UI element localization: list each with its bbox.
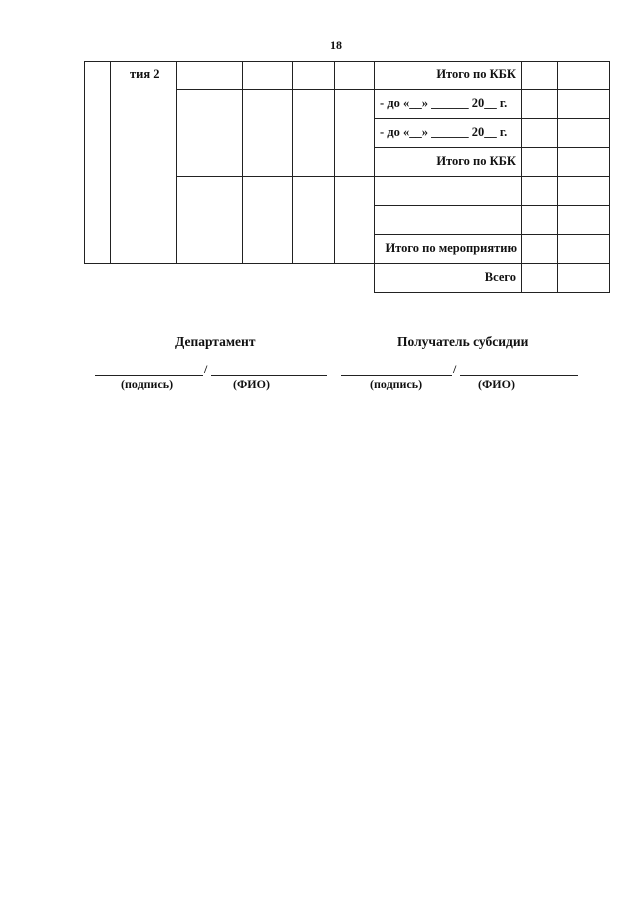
table-right-border xyxy=(609,61,610,293)
table-col-divider xyxy=(292,61,293,264)
table-col-divider xyxy=(557,61,558,293)
department-signature-line[interactable] xyxy=(95,375,203,376)
department-name-label: (ФИО) xyxy=(233,377,270,391)
table-col-divider xyxy=(521,61,522,293)
recipient-signature-line[interactable] xyxy=(341,375,452,376)
table-row-divider xyxy=(374,234,610,235)
recipient-name-line[interactable] xyxy=(460,375,578,376)
itogo-meropriyatiyu-label: Итого по мероприятию xyxy=(385,241,517,255)
recipient-name-label: (ФИО) xyxy=(478,377,515,391)
vsego-label: Всего xyxy=(484,270,516,284)
department-sign-label: (подпись) xyxy=(121,377,174,391)
table-top-border xyxy=(84,61,610,62)
table-left-border xyxy=(84,61,85,264)
recipient-title: Получатель субсидии xyxy=(397,334,529,349)
table-row-divider xyxy=(374,118,610,119)
table-row-divider xyxy=(84,263,610,264)
date-row-label: - до «__» ______ 20__ г. xyxy=(380,96,508,110)
date-row-label: - до «__» ______ 20__ г. xyxy=(380,125,508,139)
table-col-divider xyxy=(374,61,375,293)
table-bottom-border xyxy=(374,292,610,293)
table-col-divider xyxy=(242,61,243,264)
department-name-line[interactable] xyxy=(211,375,327,376)
table-row-divider xyxy=(374,147,610,148)
slash-separator: / xyxy=(204,362,208,376)
itogo-kbk-label: Итого по КБК xyxy=(436,154,516,168)
page-number: 18 xyxy=(330,38,342,52)
recipient-sign-label: (подпись) xyxy=(370,377,423,391)
row-label-first: тия 2 xyxy=(130,67,160,81)
table-row-divider xyxy=(374,205,610,206)
slash-separator: / xyxy=(453,362,457,376)
table-col-divider xyxy=(334,61,335,264)
department-title: Департамент xyxy=(175,334,256,349)
table-col-divider xyxy=(176,61,177,264)
table-col-divider xyxy=(110,61,111,264)
itogo-kbk-label: Итого по КБК xyxy=(436,67,516,81)
